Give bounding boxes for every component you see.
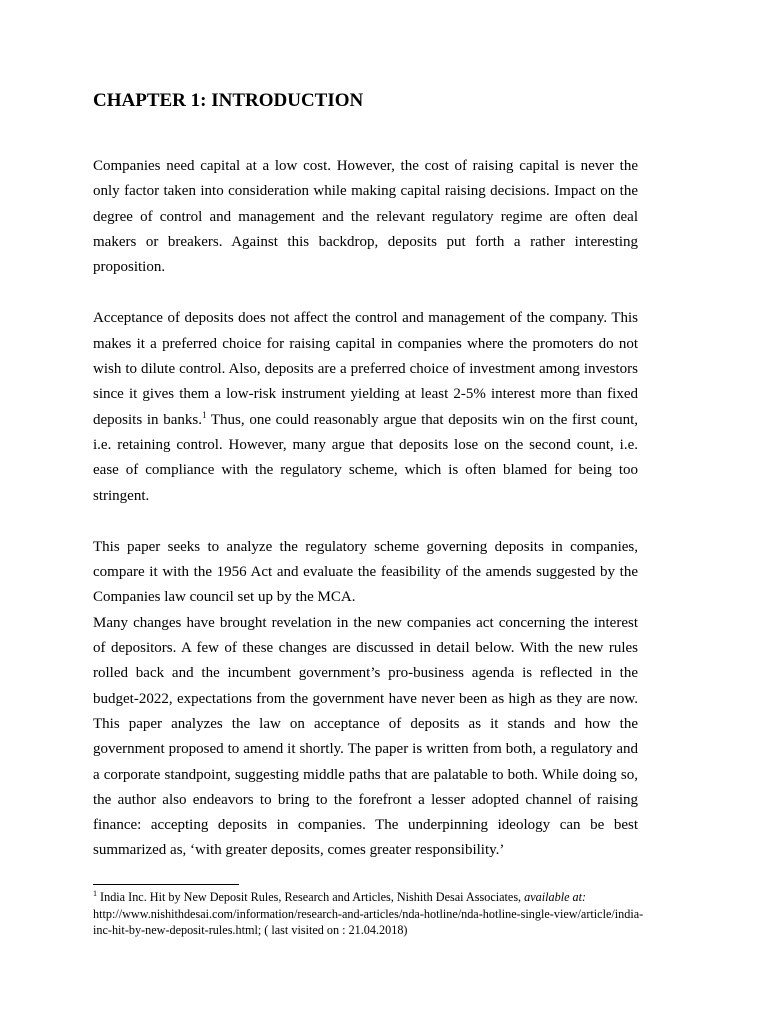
footnote-reference[interactable]: 1 — [201, 409, 207, 420]
paragraph-1: Companies need capital at a low cost. However, the cost of raising capital is never the only factor taken into consideration while making capital raising decisions. Impact on the degree of control and management and the relevant regulatory regime are often deal makers or breakers. Against this backdrop, deposits put forth a rather interesting proposition. — [93, 158, 638, 276]
footnote-separator — [93, 884, 239, 885]
paragraph-2-text-b: Thus, one could reasonably argue that deposits win on the first count, i.e. retaining control. However, many argue that deposits lose on the second count, i.e. ease of compliance with the regulatory scheme, which is often blamed for being too stringent. — [93, 411, 638, 504]
footnote-text: India Inc. Hit by New Deposit Rules, Research and Articles, Nishith Desai Associates, — [97, 890, 525, 904]
footnote — [93, 889, 646, 939]
paragraph-3: This paper seeks to analyze the regulatory scheme governing deposits in companies, compare it with the 1956 Act and evaluate the feasibility of the amends suggested by the Companies law council set up by the MCA. — [93, 538, 638, 606]
chapter-title: CHAPTER 1: INTRODUCTION — [93, 90, 364, 111]
footnote-number: 1 — [93, 888, 97, 898]
paragraph-4: Many changes have brought revelation in the new companies act concerning the interest of depositors. A few of these changes are discussed in detail below. With the new rules rolled back and the incumbent government’s pro-business agenda is reflected in the budget-2022, expectations from the government have never been as high as they are now. This paper analyzes the law on acceptance of deposits as it stands and how the government proposed to amend it shortly. The paper is written from both, a regulatory and a corporate standpoint, suggesting middle paths that are palatable to both. While doing so, the author also endeavors to bring to the forefront a lesser adopted channel of raising finance: accepting deposits in companies. The underpinning ideology can be best summarized as, ‘with greater deposits, comes greater responsibility.’ — [93, 614, 638, 859]
footnote-visited: ; ( last visited on : 21.04.2018) — [257, 923, 408, 937]
paragraph-2-text-a: Acceptance of deposits does not affect the control and management of the company. This makes it a preferred choice for raising capital in companies where the promoters do not wish to dilute control. Also, deposits are a preferred choice of investment among investors since it gives them a low-risk instrument yielding at least 2-5% interest more than fixed deposits in banks. — [93, 310, 638, 428]
paragraph-2 — [93, 306, 638, 508]
footnote-url-link[interactable]: http://www.nishithdesai.com/information/research-and-articles/nda-hotline/nda-hotline-single-view/article/india-inc-hit-by-new-deposit-rules.html — [93, 906, 644, 937]
footnote-available-at: available at: — [524, 890, 587, 904]
document-page — [93, 0, 644, 1024]
body-text — [93, 154, 638, 864]
